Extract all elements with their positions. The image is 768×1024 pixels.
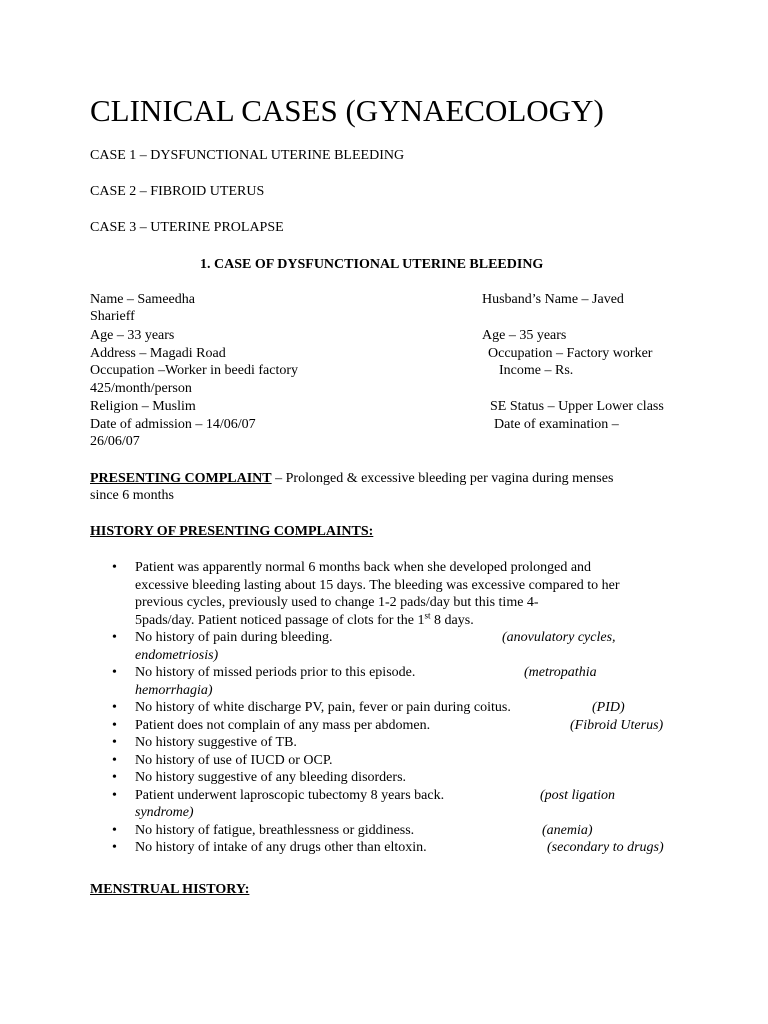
history-text: Patient underwent laproscopic tubectomy 8 years back.	[135, 787, 445, 803]
patient-age: Age – 33 years	[90, 328, 175, 343]
bullet-icon: •	[112, 840, 117, 855]
patient-name-wrap: Sharieff	[90, 309, 135, 324]
exam-date-label: Date of examination –	[494, 417, 619, 432]
patient-income-wrap: 425/month/person	[90, 381, 192, 396]
list-item	[112, 717, 682, 735]
patient-religion: Religion – Muslim	[90, 399, 196, 414]
list-item	[112, 822, 682, 840]
bullet-icon: •	[112, 560, 117, 575]
history-heading: HISTORY OF PRESENTING COMPLAINTS:	[90, 524, 374, 539]
history-note: (post ligation	[540, 787, 616, 803]
list-item	[112, 559, 682, 629]
list-item	[112, 734, 682, 752]
history-note-wrap: syndrome)	[135, 805, 194, 820]
history-text: No history suggestive of any bleeding disorders.	[135, 770, 407, 785]
case-heading: 1. CASE OF DYSFUNCTIONAL UTERINE BLEEDING	[200, 257, 544, 272]
history-note: (anovulatory cycles,	[502, 630, 616, 645]
case-list-item-1: CASE 1 – DYSFUNCTIONAL UTERINE BLEEDING	[90, 148, 405, 163]
presenting-complaint-label: PRESENTING COMPLAINT	[90, 471, 272, 486]
history-line: 5pads/day. Patient noticed passage of clots for the 1st 8 days.	[135, 609, 474, 628]
history-note: (Fibroid Uterus)	[570, 717, 664, 733]
patient-exam-date-wrap: 26/06/07	[90, 434, 140, 449]
patient-occupation: Occupation –Worker in beedi factory	[90, 363, 299, 378]
se-status: SE Status – Upper Lower class	[490, 399, 664, 414]
bullet-icon: •	[112, 787, 117, 803]
history-text: No history of intake of any drugs other than eltoxin.	[135, 840, 427, 855]
bullet-icon: •	[112, 665, 117, 680]
history-note-wrap: endometriosis)	[135, 647, 219, 663]
presenting-complaint	[90, 470, 613, 488]
presenting-complaint-text: – Prolonged & excessive bleeding per vagina during menses	[271, 471, 614, 486]
list-item	[112, 769, 682, 787]
history-text: No history of pain during bleeding.	[135, 630, 333, 645]
patient-name: Name – Sameedha	[90, 292, 195, 307]
history-note: (anemia)	[542, 822, 593, 838]
list-item	[112, 787, 682, 822]
history-text: No history of white discharge PV, pain, fever or pain during coitus.	[135, 700, 511, 715]
income-label: Income – Rs.	[499, 363, 574, 378]
bullet-icon: •	[112, 717, 117, 733]
document-title: CLINICAL CASES (GYNAECOLOGY)	[90, 93, 604, 128]
husband-occupation: Occupation – Factory worker	[488, 346, 653, 361]
case-list-item-2: CASE 2 – FIBROID UTERUS	[90, 184, 265, 199]
bullet-icon: •	[112, 630, 117, 645]
history-text: No history suggestive of TB.	[135, 735, 297, 750]
bullet-icon: •	[112, 822, 117, 838]
list-item	[112, 664, 682, 699]
bullet-icon: •	[112, 700, 117, 715]
history-note: (metropathia	[524, 665, 597, 680]
history-note: (secondary to drugs)	[547, 840, 664, 855]
list-item	[112, 699, 682, 717]
presenting-complaint-wrap: since 6 months	[90, 488, 174, 503]
history-text: Patient does not complain of any mass per abdomen.	[135, 717, 431, 733]
husband-age: Age – 35 years	[482, 328, 567, 343]
list-item	[112, 629, 682, 664]
patient-address: Address – Magadi Road	[90, 346, 226, 361]
history-text: No history of missed periods prior to this episode.	[135, 665, 416, 680]
list-item	[112, 752, 682, 770]
history-line: Patient was apparently normal 6 months back when she developed prolonged and	[135, 560, 592, 575]
bullet-icon: •	[112, 770, 117, 785]
menstrual-history-heading: MENSTRUAL HISTORY:	[90, 882, 250, 897]
bullet-icon: •	[112, 735, 117, 750]
list-item	[112, 839, 682, 857]
history-note-wrap: hemorrhagia)	[135, 682, 213, 698]
bullet-icon: •	[112, 752, 117, 768]
history-line: excessive bleeding lasting about 15 days. The bleeding was excessive compared to her	[135, 577, 620, 593]
history-text: No history of fatigue, breathlessness or giddiness.	[135, 822, 415, 838]
history-list	[112, 559, 682, 857]
husband-name: Husband’s Name – Javed	[482, 292, 624, 307]
history-note: (PID)	[592, 700, 625, 715]
history-line: previous cycles, previously used to change 1-2 pads/day but this time 4-	[135, 595, 539, 610]
case-list-item-3: CASE 3 – UTERINE PROLAPSE	[90, 220, 284, 235]
history-text: No history of use of IUCD or OCP.	[135, 752, 333, 768]
patient-admission-date: Date of admission – 14/06/07	[90, 417, 256, 432]
